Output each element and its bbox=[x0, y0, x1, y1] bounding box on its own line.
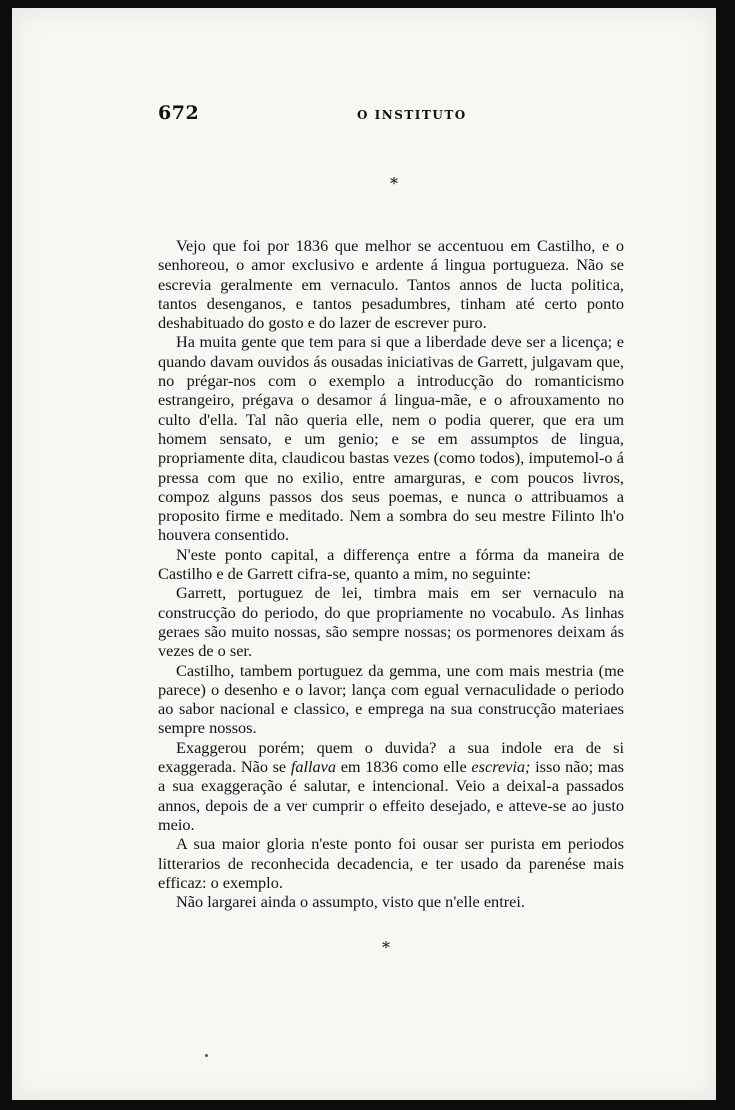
paragraph-5: Castilho, tambem portuguez da gemma, une com mais mestria (me parece) o desenho e o lavor; lança com egual vernaculidade o periodo ao sabor nacional e classico, e emprega na sua construcção materiaes sempre nossos. bbox=[158, 660, 624, 738]
paper-speck bbox=[205, 1054, 208, 1057]
book-page bbox=[12, 8, 716, 1100]
paragraph-4: Garrett, portuguez de lei, timbra mais em ser vernaculo na construcção do periodo, do que propriamente no vocabulo. As linhas geraes são muito nossas, são sempre nossas; os pormenores deixam ás vezes de o ser. bbox=[158, 583, 624, 661]
body-text bbox=[158, 236, 624, 911]
paragraph-7: A sua maior gloria n'este ponto foi ousar ser purista em periodos litterarios de reconhecida decadencia, e ter usado da parenése mais efficaz: o exemplo. bbox=[158, 834, 624, 892]
paragraph-1: Vejo que foi por 1836 que melhor se accentuou em Castilho, e o senhoreou, o amor exclusivo e ardente á lingua portugueza. Não se escrevia geralmente em vernaculo. Tantos annos de lucta politica, tantos desenganos, e tantos pesadumbres, tinham até certo ponto deshabituado do gosto e do lazer de escrever puro. bbox=[158, 236, 624, 333]
running-title: O INSTITUTO bbox=[357, 108, 467, 122]
paragraph-8: Não largarei ainda o assumpto, visto que n'elle entrei. bbox=[176, 892, 525, 912]
section-ornament-top: * bbox=[390, 174, 398, 193]
italic-escrevia: escrevia; bbox=[471, 757, 531, 777]
italic-fallava: fallava bbox=[290, 757, 337, 777]
section-ornament-bottom: * bbox=[382, 938, 390, 957]
paragraph-6-part-c: isso não; mas a sua exaggeração é salutar, e intencional. Veio a deixal-a passados annos, depois de a ver cumprir o effeito desejado, e atteve-se ao justo meio. bbox=[158, 757, 625, 834]
paragraph-3: N'este ponto capital, a differença entre a fórma da maneira de Castilho e de Garrett cifra-se, quanto a mim, no seguinte: bbox=[158, 544, 624, 584]
page-header bbox=[12, 102, 716, 130]
page-number: 672 bbox=[158, 102, 200, 124]
paragraph-6-part-b: em 1836 como elle bbox=[340, 757, 467, 777]
paragraph-2: Ha muita gente que tem para si que a liberdade deve ser a licença; e quando davam ouvidos ás ousadas iniciativas de Garrett, julgavam que, no prégar-nos com o exemplo a introducção do romanticismo estrangeiro, prégava o desamor á lingua-mãe, e o afrouxamento no culto d'ella. Tal não queria elle, nem o podia querer, que era um homem sensato, e um genio; e se em assumptos de lingua, propriamente dita, claudicou bastas vezes (como todos), imputemol-o á pressa com que no exilio, entre amarguras, e com poucos livros, compoz alguns passos dos seus poemas, e nunca o attribuamos a proposito firme e meditado. Nem a sombra do seu mestre Filinto lh'o houvera consentido. bbox=[158, 332, 624, 545]
paragraph-6-part-a: Exaggerou porém; quem o duvida? a sua indole era de si exaggerada. Não se bbox=[158, 737, 624, 777]
paragraph-6 bbox=[158, 738, 624, 834]
